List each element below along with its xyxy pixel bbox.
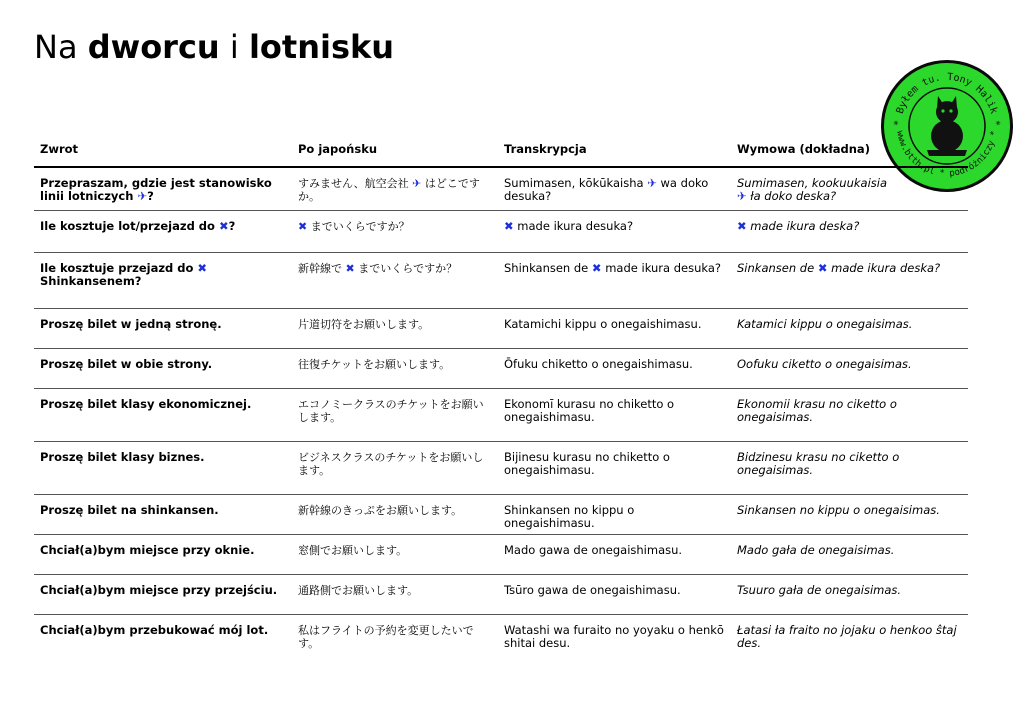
cell-wymowa: Bidzinesu krasu no ciketto o onegaisimas. [731, 442, 968, 495]
table-row [34, 442, 968, 495]
cell-text: までいくらですか？ [307, 220, 410, 233]
header-zwrot: Zwrot [34, 132, 292, 167]
cell-transkrypcja: Tsūro gawa de onegaishimasu. [498, 575, 731, 615]
cell-zwrot: Proszę bilet klasy biznes. [34, 442, 292, 495]
cross-icon: ✖ [737, 219, 747, 233]
cell-zwrot [34, 167, 292, 211]
cell-text: made ikura desuka? [513, 219, 634, 233]
cross-icon: ✖ [591, 261, 602, 275]
cross-icon: ✖ [504, 219, 514, 233]
cell-text: すみません、航空会社 [298, 177, 413, 190]
cross-icon: ✖ [345, 262, 355, 275]
cell-japanese: 私はフライトの予約を変更したいで す。 [298, 624, 474, 650]
cell-wymowa: Katamici kippu o onegaisimas. [731, 309, 968, 349]
cell-transkrypcja [498, 253, 731, 309]
cell-text: made ikura deska? [827, 261, 941, 275]
cell-wymowa [731, 167, 968, 211]
airplane-icon: ✈ [647, 176, 657, 190]
airplane-icon: ✈ [737, 189, 747, 203]
cell-text: ? [147, 189, 154, 203]
header-wymowa: Wymowa (dokładna) [731, 132, 968, 167]
cell-japanese [292, 167, 498, 211]
cell-text: Ile kosztuje lot/przejazd do [40, 219, 219, 233]
cross-icon: ✖ [218, 219, 229, 233]
cell-transkrypcja [498, 167, 731, 211]
airplane-icon: ✈ [412, 177, 422, 190]
page-title [34, 28, 394, 66]
cell-text: Przepraszam, gdzie jest stanowisko linii lotniczych [40, 176, 272, 203]
cell-japanese: ビジネスクラスのチケットをお願いし ます。 [292, 442, 498, 495]
cell-transkrypcja: Shinkansen no kippu o onegaishimasu. [498, 495, 731, 535]
cell-zwrot: Chciał(a)bym miejsce przy przejściu. [34, 575, 292, 615]
cell-zwrot [34, 211, 292, 253]
cell-zwrot [34, 253, 292, 309]
cell-japanese: 片道切符をお願いします。 [292, 309, 498, 349]
cell-japanese: 新幹線のきっぷをお願いします。 [292, 495, 498, 535]
cell-text: ła doko deska? [746, 189, 837, 203]
cell-text: はどこです か。 [298, 177, 480, 203]
cross-icon: ✖ [197, 261, 208, 275]
cell-wymowa: Ekonomii krasu no ciketto o onegaisimas. [731, 389, 968, 442]
cell-wymowa [731, 211, 968, 253]
cell-transkrypcja: Watashi wa furaito no yoyaku o henkō shitai desu. [504, 623, 724, 650]
cross-icon: ✖ [817, 261, 828, 275]
cell-transkrypcja: Mado gawa de onegaishimasu. [498, 535, 731, 575]
title-part-3: i [219, 28, 249, 66]
cell-text: made ikura deska? [746, 219, 860, 233]
table-row [34, 211, 968, 253]
phrase-table [34, 132, 968, 657]
cell-japanese: 窓側でお願いします。 [292, 535, 498, 575]
cell-text: Ile kosztuje przejazd do [40, 261, 198, 275]
cell-transkrypcja: Ekonomī kurasu no chiketto o onegaishimasu. [498, 389, 731, 442]
cell-text: 新幹線で [298, 262, 346, 275]
cell-text: made ikura desuka? [601, 261, 721, 275]
cell-text: Sumimasen, kōkūkaisha [504, 176, 648, 190]
cell-transkrypcja: Katamichi kippu o onegaishimasu. [498, 309, 731, 349]
cell-zwrot: Proszę bilet klasy ekonomicznej. [34, 389, 292, 442]
table-row [34, 495, 968, 535]
cell-transkrypcja: Bijinesu kurasu no chiketto o onegaishimasu. [498, 442, 731, 495]
cell-zwrot: Proszę bilet na shinkansen. [34, 495, 292, 535]
table-row [34, 535, 968, 575]
title-part-4: lotnisku [248, 28, 395, 66]
cell-text: Sumimasen, kookuukaisia [737, 176, 888, 190]
cell-text: までいくらですか？ [354, 262, 458, 275]
cell-wymowa: Tsuuro gała de onegaisimas. [731, 575, 968, 615]
cell-zwrot: Chciał(a)bym miejsce przy oknie. [34, 535, 292, 575]
cell-transkrypcja [498, 211, 731, 253]
stamp-text-top-path: * Byłem tu. Tony Halik * [892, 71, 1002, 127]
cell-japanese: 往復チケットをお願いします。 [292, 349, 498, 389]
cell-text: ? [228, 219, 236, 233]
cell-text: Sinkansen de [737, 261, 818, 275]
header-po-japonsku: Po japońsku [292, 132, 498, 167]
cell-japanese [292, 211, 498, 253]
cell-japanese: エコノミークラスのチケットをお願い します。 [292, 389, 498, 442]
table-row [34, 253, 968, 309]
table-row [34, 389, 968, 442]
cell-text: Shinkansen de [504, 261, 592, 275]
table-row [34, 349, 968, 389]
header-transkrypcja: Transkrypcja [498, 132, 731, 167]
table-row [34, 615, 968, 658]
cell-wymowa: Łatasi ła fraito no jojaku o henkoo ŝtaj des. [737, 623, 957, 650]
cell-zwrot: Proszę bilet w jedną stronę. [34, 309, 292, 349]
table-row [34, 309, 968, 349]
title-part-2: dworcu [87, 28, 220, 66]
table-header-row [34, 132, 968, 167]
cell-wymowa [731, 253, 968, 309]
cross-icon: ✖ [298, 220, 308, 233]
table-row [34, 575, 968, 615]
cell-transkrypcja: Ōfuku chiketto o onegaishimasu. [498, 349, 731, 389]
stamp-text-bottom-path: www.btth.pl * podróżniczy * [894, 130, 1000, 179]
cell-text: wa doko desuka? [504, 176, 709, 203]
cell-zwrot: Chciał(a)bym przebukować mój lot. [40, 623, 269, 637]
cell-japanese: 通路側でお願いします。 [292, 575, 498, 615]
cell-wymowa: Sinkansen no kippu o onegaisimas. [731, 495, 968, 535]
airplane-icon: ✈ [137, 189, 148, 203]
cell-wymowa: Oofuku ciketto o onegaisimas. [731, 349, 968, 389]
cell-japanese [292, 253, 498, 309]
title-part-1: Na [34, 28, 88, 66]
table-row [34, 167, 968, 211]
cell-text: Shinkansenem? [40, 274, 142, 288]
cell-wymowa: Mado gała de onegaisimas. [731, 535, 968, 575]
cell-zwrot: Proszę bilet w obie strony. [34, 349, 292, 389]
